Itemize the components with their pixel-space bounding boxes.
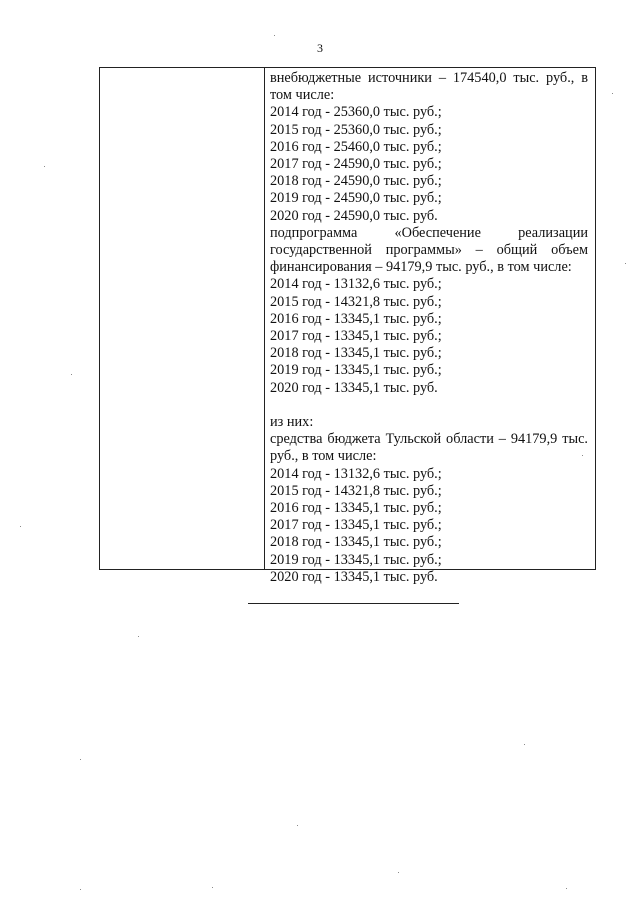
financing-line: 2014 год - 13132,6 тыс. руб.; bbox=[270, 465, 442, 482]
financing-line: государственной программы» – общий объем bbox=[270, 242, 588, 259]
financing-line: 2014 год - 25360,0 тыс. руб.; bbox=[270, 104, 442, 121]
financing-line: 2015 год - 14321,8 тыс. руб.; bbox=[270, 482, 442, 499]
financing-line: 2018 год - 13345,1 тыс. руб.; bbox=[270, 534, 442, 551]
page-number: 3 bbox=[317, 41, 323, 55]
financing-line: 2018 год - 24590,0 тыс. руб.; bbox=[270, 173, 442, 190]
table-content-cell bbox=[265, 68, 595, 585]
financing-line: 2016 год - 13345,1 тыс. руб.; bbox=[270, 310, 442, 327]
financing-line: 2017 год - 13345,1 тыс. руб.; bbox=[270, 517, 442, 534]
financing-table bbox=[99, 67, 596, 585]
financing-line: средства бюджета Тульской области – 94179,9 тыс. bbox=[270, 431, 588, 448]
financing-line: 2016 год - 13345,1 тыс. руб.; bbox=[270, 500, 442, 517]
financing-line: 2014 год - 13132,6 тыс. руб.; bbox=[270, 276, 442, 293]
financing-line: подпрограмма «Обеспечение реализации bbox=[270, 224, 588, 241]
table-label-cell bbox=[100, 68, 265, 569]
financing-line: 2019 год - 24590,0 тыс. руб.; bbox=[270, 190, 442, 207]
financing-line: руб., в том числе: bbox=[270, 448, 377, 465]
financing-line: внебюджетные источники – 174540,0 тыс. руб., в bbox=[270, 70, 588, 86]
financing-line: 2017 год - 24590,0 тыс. руб.; bbox=[270, 156, 442, 173]
financing-line: 2019 год - 13345,1 тыс. руб.; bbox=[270, 362, 442, 379]
financing-line: 2015 год - 14321,8 тыс. руб.; bbox=[270, 293, 442, 310]
blank-line bbox=[270, 397, 588, 414]
financing-line: из них: bbox=[270, 414, 314, 431]
financing-line: 2017 год - 13345,1 тыс. руб.; bbox=[270, 328, 442, 345]
financing-line: 2020 год - 13345,1 тыс. руб. bbox=[270, 568, 438, 585]
financing-line: 2018 год - 13345,1 тыс. руб.; bbox=[270, 345, 442, 362]
financing-line: 2015 год - 25360,0 тыс. руб.; bbox=[270, 121, 442, 138]
financing-line: 2020 год - 24590,0 тыс. руб. bbox=[270, 207, 438, 224]
financing-line: финансирования – 94179,9 тыс. руб., в том числе: bbox=[270, 259, 572, 276]
financing-line: 2016 год - 25460,0 тыс. руб.; bbox=[270, 138, 442, 155]
financing-line: том числе: bbox=[270, 87, 335, 104]
financing-line: 2020 год - 13345,1 тыс. руб. bbox=[270, 379, 438, 396]
end-of-document-rule bbox=[248, 603, 459, 604]
financing-line: 2019 год - 13345,1 тыс. руб.; bbox=[270, 551, 442, 568]
